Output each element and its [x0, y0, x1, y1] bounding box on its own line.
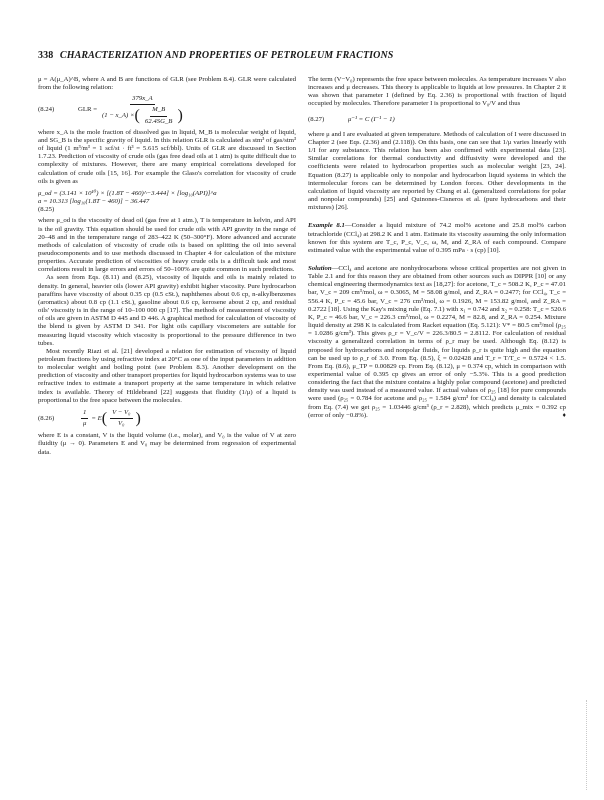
equation-8-26	[38, 409, 296, 428]
equation-denominator	[100, 105, 185, 125]
equation-rhs-numerator: V − V₀	[110, 409, 132, 419]
running-header	[38, 50, 566, 61]
left-paragraph-6: where E is a constant, V is the liquid volume (i.e., molar), and V₀ is the value of V at zero fluidity (μ → 0). Parameters E and V₀ may be determined from regression of experimental data.	[38, 432, 296, 456]
example-8-1	[308, 222, 566, 255]
equation-lhs-fraction	[81, 409, 88, 428]
equation-inner-fraction	[143, 106, 175, 125]
equation-denominator-a: (1 − x_A) ×	[102, 112, 135, 120]
equation-body: μ⁻¹ = C (I⁻¹ − 1)	[348, 115, 395, 123]
left-paragraph-2: where x_A is the mole fraction of dissolved gas in liquid, M_B is molecular weight of liquid, and SG_B is the specific gravity of liquid. In this relation GLR is calculated as stm³ of gas/stm³ of liquid (1 m³/m³ = 1 scf/st · ft³ = 5.615 scf/bbl). Units of GLR are discussed in Section 1.7.23. Prediction of viscosity of crude oils (gas free dead oils at 1 atm) is quite difficult due to complexity of mixtures. However, there are many empirical correlations developed for calculation of crude oils [15, 16]. For example the Glaso's correlation for viscosity of crude oils is given as	[38, 128, 296, 185]
spacer	[308, 212, 566, 222]
left-paragraph-5: Most recently Riazi et al. [21] developed a relation for estimation of viscosity of liquid petroleum fractions by using refractive index at 20°C as one of the input parameters in addition to molecular weight and boiling point (see Problem 8.3). Another development on the prediction of viscosity and other transport properties for liquid hydrocarbon systems was to use refractive index to estimate a transport property at the same temperature in which relative index is available. Theory of Hildebrand [22] suggests that fluidity (1/μ) of a liquid is proportional to the free space between the molecules.	[38, 347, 296, 404]
equation-tag: (8.25)	[38, 206, 55, 214]
running-title: CHARACTERIZATION AND PROPERTIES OF PETROLEUM FRACTIONS	[59, 50, 394, 61]
equation-8-25	[38, 190, 296, 214]
left-paragraph-1: μ = A(μ_A)^B, where A and B are functions of GLR (see Problem 8.4). GLR were calculated from the following relation:	[38, 76, 296, 92]
left-column	[38, 76, 296, 457]
equation-lhs: GLR =	[78, 106, 97, 114]
right-paragraph-2: where μ and I are evaluated at given temperature. Methods of calculation of I were discussed in Chapter 2 (see Eqs. (2.36) and (2.118)). On this basis, one can see that 1/μ varies linearly with 1/I for any substance. This relation has been also confirmed with experimental data [23]. Similar correlations for thermal conductivity and diffusivity were developed and the coefficients were related to hydrocarbon properties such as molecular weight [23, 24]. Equation (8.27) is applicable only to nonpolar and hydrocarbon liquid systems in which the intermolecular forces can be determined by London forces. Other developments in the calculation of liquid viscosity are reported by Chung et al. (generalized correlations for polar and nonpolar compounds) [25] and Quinones-Cisneros et al. (pure hydrocarbons and their mixtures) [26].	[308, 130, 566, 212]
equation-numerator: 379x_A	[130, 95, 155, 105]
spacer	[308, 255, 566, 265]
equation-tag: (8.24)	[38, 106, 55, 114]
equation-body	[78, 409, 141, 428]
equation-lhs-denominator: μ	[83, 420, 87, 428]
paren-left: (	[101, 409, 108, 427]
right-column	[308, 76, 566, 420]
equation-body	[78, 95, 188, 125]
equation-8-27	[308, 116, 566, 124]
right-paragraph-1: The term (V−V₀) represents the free space between molecules. As temperature increases V also increases and μ decreases. This theory is applicable to liquids at low pressures. In Chapter 2 it was shown that parameter I (defined by Eq. 2.36) is proportional with fraction of liquid occupied by molecules. Therefore parameter I is proportional to V₀/V and thus	[308, 76, 566, 108]
left-paragraph-4: As seen from Eqs. (8.11) and (8.25), viscosity of liquids and oils is mainly related to density. In general, heavier oils (lower API gravity) exhibit higher viscosity. Pure hydrocarbon paraffins have viscosity of about 0.35 cp (0.5 cSt.), naphthenes about 0.6 cp, n-alkylbenzenes (aromatics) about 0.8 cp (1.1 cSt.), gasoline about 0.6 cp, kerosene about 2 cp, and residual oils' viscosity is in the range of 10–100 000 cp [17]. The methods of measurement of viscosity of oils are given in ASTM D 445 and D 446. A graphical method for calculation of viscosity of the blend is given by ASTM D 341. For light oils capillary viscometers are suitable for measuring liquid viscosity which viscosity is proportional to the pressure difference in two tubes.	[38, 274, 296, 347]
solution-body: —CCl₄ and acetone are nonhydrocarbons whose critical properties are not given in Table 2.1 and for this reason they are obtained from other sources such as DIPPR [10] or any chemical engineering thermodynamics text as [18,27]: for acetone, T_c = 508.2 K, P_c = 47.01 bar, V_c = 209 cm³/mol, ω = 0.3065, M = 58.08 g/mol, and Z_RA = 0.2477; for CCl₄, T_c = 556.4 K, P_c = 45.6 bar, V_c = 276 cm³/mol, ω = 0.1926, M = 153.82 g/mol, and Z_RA = 0.2722 [18]. Using the Kay's mixing rule (Eq. 7.1) with x₁ = 0.742 and x₂ = 0.258: T_c = 520.6 K, P_c = 46.6 bar, V_c = 226.3 cm³/mol, ω = 0.2274, M = 82.8, and Z_RA = 0.254. Mixture liquid density at 298 K is calculated from Racket equation (Eq. 5.121): V* = 80.5 cm³/mol (ρ₂₅ = 1.0286 g/cm³). This gives ρ_r = V_c/V = 226.3/80.5 = 2.8112. For calculation of residual viscosity a generalized correlation in terms of ρ_r may be used. Although Eq. (8.12) is proposed for hydrocarbons and nonpolar fluids, for liquids ρ_r is quite high and the equation can be used up to ρ_r of 3.0. From Eq. (8.5), ξ = 0.02428 and T_r = T/T_c = 0.5724 < 1.5. From Eq. (8.6), μ_TP = 0.00829 cp. From Eq. (8.12), μ = 0.374 cp, which in comparison with experimental value of 0.395 cp gives an error of only −5.3%. This is a good prediction considering the fact that the mixture contains a highly polar compound (acetone) and predicted density was used instead of a measured value. If actual values of ρ₂₅ [18] for pure compounds were used (ρ₂₅ = 0.784 for acetone and ρ₂₅ = 1.584 g/cm³ for CCl₄) and density is calculated from Eq. (7.4) we get ρ₂₅ = 1.03446 g/cm³ (ρ_r = 2.828), which predicts μ_mix = 0.392 cp (error of only −0.8%).	[308, 264, 566, 419]
equation-8-24	[38, 95, 296, 125]
example-title: Example 8.1	[308, 222, 345, 230]
equation-line-2: a = 10.313 [log₁₀(1.8T − 460)] − 36.447	[38, 198, 150, 206]
equation-fraction	[100, 95, 185, 125]
equation-rhs-denominator: V₀	[118, 420, 125, 428]
page-number: 338	[38, 50, 54, 61]
paren-right: )	[177, 107, 183, 125]
solution-8-1	[308, 265, 566, 420]
margin-artifact	[586, 700, 589, 790]
paren-left: (	[134, 107, 140, 125]
equation-line-1: μ_od = (3.141 × 10¹⁰) × [(1.8T − 460)^−3.444] × [log₁₀(API)]^a	[38, 189, 217, 197]
equation-tag: (8.27)	[308, 115, 325, 123]
equation-inner-denominator: 62.4SG_B	[144, 117, 173, 125]
equation-lhs-numerator: 1	[81, 409, 88, 419]
equation-mid: = E	[91, 414, 102, 422]
example-body: —Consider a liquid mixture of 74.2 mol% acetone and 25.8 mol% carbon tetrachloride (CCl₄) at 298.2 K and 1 atm. Estimate its viscosity assuming the only information known for this system are T_c, P_c, V_c, ω, M, and Z_RA of each compound. Compare estimated value with the experimental value of 0.395 mPa · s (cp) [10].	[308, 222, 566, 254]
end-of-example-mark: ♦	[562, 411, 566, 419]
paren-right: )	[135, 409, 141, 427]
solution-title: Solution	[308, 264, 332, 272]
equation-inner-numerator: M_B	[150, 106, 167, 116]
equation-rhs-fraction	[110, 409, 132, 428]
equation-tag: (8.26)	[38, 414, 55, 422]
left-paragraph-3: where μ_od is the viscosity of dead oil (gas free at 1 atm.), T is temperature in kelvin, and API is the oil gravity. This equation should be used for crude oils with API gravity in the range of 20–48 and in the temperature range of 283–422 K (50–300°F). More advanced and accurate methods of calculation of viscosity of crude oils is based on splitting the oil into several pseudocomponents and to use methods discussed in Chapter 4 for calculation of the mixture properties. Accurate prediction of viscosities of heavy crude oils is a difficult task and most correlations result in large errors and errors of 50–100% are quite common in such predictions.	[38, 217, 296, 274]
